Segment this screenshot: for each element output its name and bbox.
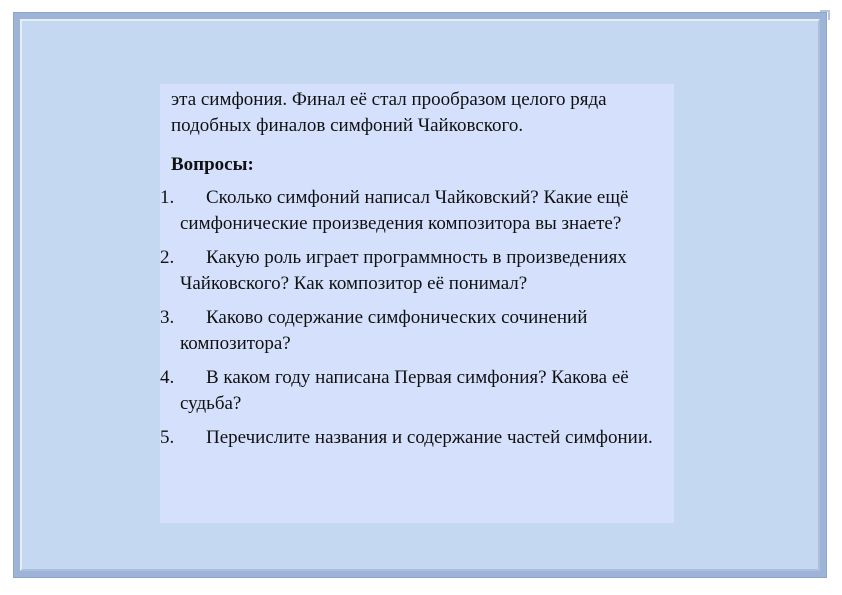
questions-list: [160, 185, 668, 459]
question-text: Перечислите названия и содержание частей симфонии.: [206, 427, 653, 448]
question-number: 1.: [160, 187, 175, 208]
question-item: [160, 185, 668, 237]
frame-corner-mark: [820, 10, 830, 20]
question-number: 4.: [160, 367, 175, 388]
question-item: [160, 365, 668, 417]
question-text: В каком году написана Первая симфония? Какова её судьба?: [180, 367, 629, 414]
question-item: [160, 245, 668, 297]
question-number: 5.: [160, 427, 175, 448]
question-text: Каково содержание симфонических сочинений композитора?: [180, 307, 588, 354]
intro-paragraph: эта симфония. Финал её стал прообразом целого ряда подобных финалов симфоний Чайковского.: [171, 89, 607, 136]
question-text: Сколько симфоний написал Чайковский? Какие ещё симфонические произведения композитора вы знаете?: [180, 187, 629, 234]
question-number: 2.: [160, 247, 175, 268]
question-number: 3.: [160, 307, 175, 328]
question-item: [160, 425, 668, 451]
questions-heading: Вопросы:: [171, 154, 254, 175]
question-item: [160, 305, 668, 357]
question-text: Какую роль играет программность в произведениях Чайковского? Как композитор её понимал?: [180, 247, 627, 294]
